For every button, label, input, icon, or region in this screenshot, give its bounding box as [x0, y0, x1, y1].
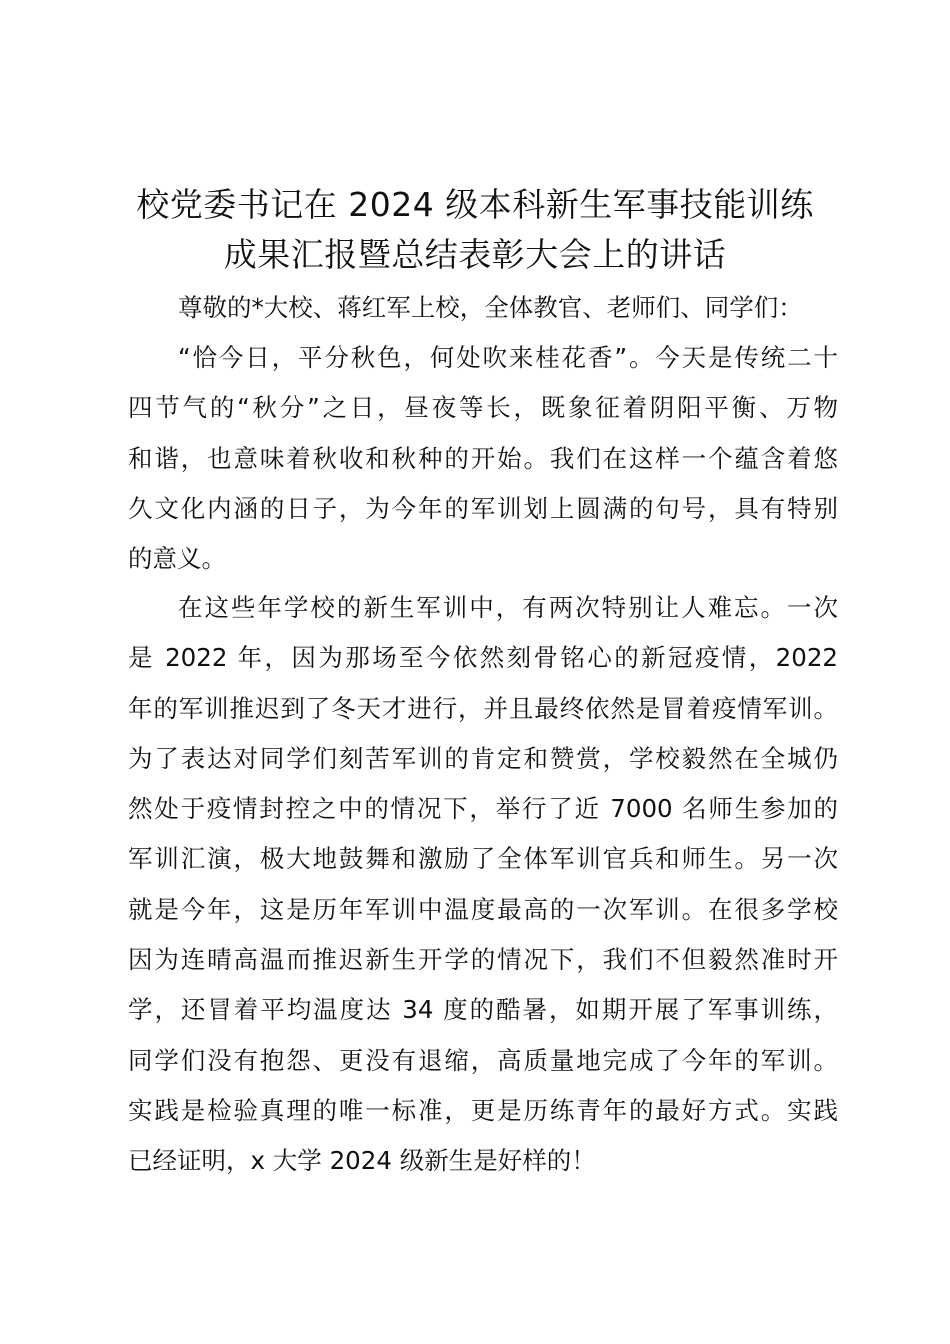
paragraph-line: 为了表达对同学们刻苦军训的肯定和赞赏，学校毅然在全城仍 — [128, 743, 838, 773]
salutation-line: 尊敬的*大校、蒋红军上校，全体教官、老师们、同学们： — [178, 293, 803, 322]
paragraph-line: 的意义。 — [128, 544, 226, 574]
paragraph-line: 已经证明，x 大学 2024 级新生是好样的！ — [128, 1146, 596, 1176]
paragraph-line: “恰今日，平分秋色，何处吹来桂花香”。今天是传统二十 — [178, 343, 838, 372]
title-line: 校党委书记在 2024 级本科新生军事技能训练 — [136, 185, 814, 224]
paragraph-line: 军训汇演，极大地鼓舞和激励了全体军训官兵和师生。另一次 — [128, 844, 838, 874]
paragraph-line: 是 2022 年，因为那场至今依然刻骨铭心的新冠疫情，2022 — [128, 643, 838, 673]
paragraph-line: 四节气的“秋分”之日，昼夜等长，既象征着阴阳平衡、万物 — [128, 393, 838, 423]
title-line: 成果汇报暨总结表彰大会上的讲话 — [223, 235, 727, 274]
paragraph-line: 在这些年学校的新生军训中，有两次特别让人难忘。一次 — [178, 593, 838, 622]
paragraph-line: 同学们没有抱怨、更没有退缩，高质量地完成了今年的军训。 — [128, 1045, 838, 1075]
paragraph-2 — [128, 583, 838, 1187]
paragraph-1 — [128, 333, 838, 584]
paragraph-line: 就是今年，这是历年军训中温度最高的一次军训。在很多学校 — [128, 894, 838, 924]
paragraph-line: 学，还冒着平均温度达 34 度的酷暑，如期开展了军事训练， — [128, 995, 838, 1025]
paragraph-line: 因为连晴高温而推迟新生开学的情况下，我们不但毅然准时开 — [128, 945, 838, 975]
paragraph-line: 年的军训推迟到了冬天才进行，并且最终依然是冒着疫情军训。 — [128, 693, 838, 723]
paragraph-line: 和谐，也意味着秋收和秋种的开始。我们在这样一个蕴含着悠 — [128, 443, 838, 473]
paragraph-line: 实践是检验真理的唯一标准，更是历练青年的最好方式。实践 — [128, 1095, 838, 1125]
paragraph-line: 然处于疫情封控之中的情况下，举行了近 7000 名师生参加的 — [128, 794, 838, 824]
document-title — [110, 180, 840, 280]
paragraph-line: 久文化内涵的日子，为今年的军训划上圆满的句号，具有特别 — [128, 493, 838, 523]
salutation — [128, 283, 838, 333]
